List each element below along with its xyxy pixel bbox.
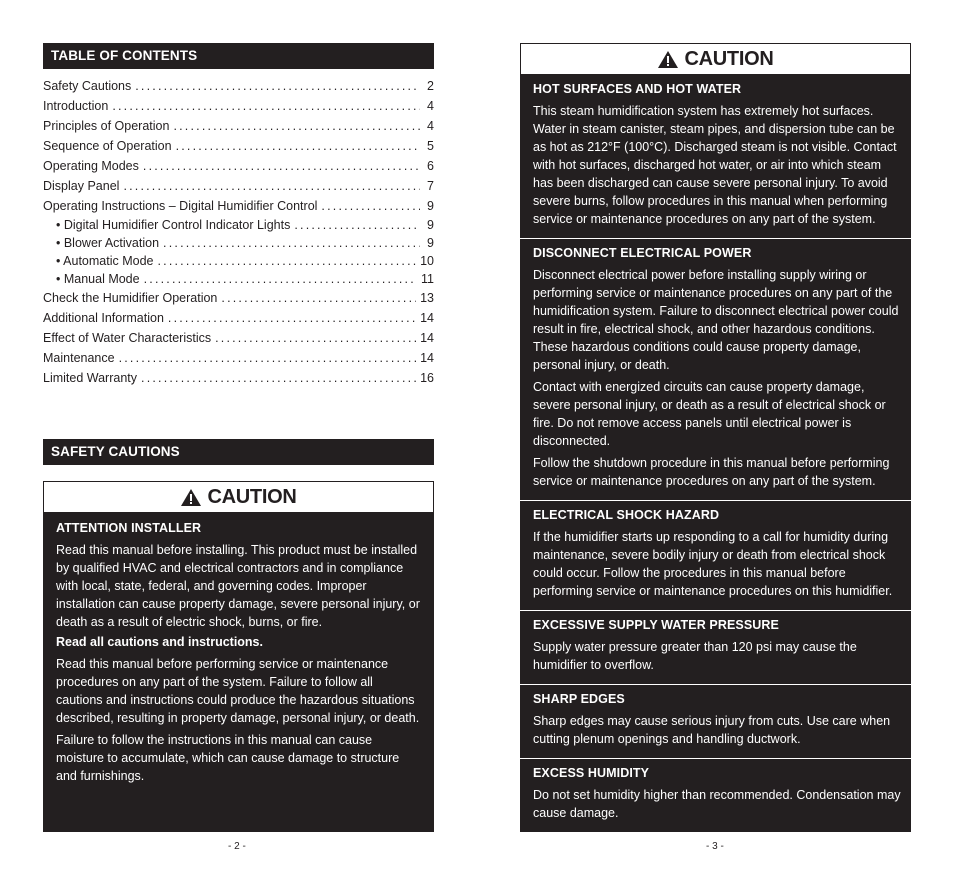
caution-paragraph: Supply water pressure greater than 120 psi may cause the humidifier to overflow. [533,640,857,672]
caution-paragraph: Read this manual before installing. This product must be installed by qualified HVAC and electrical contractors and in compliance with local, state, federal, and governing codes. Improper installation can cause property damage, severe personal injury, or death as a result of electric shock, burns, or fire. [56,543,420,629]
toc-entry [43,234,434,252]
toc-dot-leader [168,308,416,328]
caution-paragraph: Disconnect electrical power before installing supply wiring or performing service or maintenance procedures on any part of the humidification system. Failure to disconnect electrical power could result in fire, electrical shock, and other hazardous conditions. These hazardous conditions could cause property damage, personal injury, or death. [533,268,899,372]
page-number-left: - 2 - [228,841,246,852]
toc-entry-label: Operating Instructions – Digital Humidifier Control [43,199,318,213]
toc-entry-page: 6 [427,159,434,173]
toc-entry [43,136,434,156]
toc-dot-leader [294,216,420,234]
toc-dot-leader [163,234,420,252]
toc-entry-page: 4 [427,119,434,133]
caution-section [520,685,911,759]
left-caution-box [43,481,434,832]
toc-entry [43,156,434,176]
caution-section [520,759,911,832]
caution-label: CAUTION [684,47,774,70]
toc-entry [43,368,434,388]
toc-entry-label: Operating Modes [43,159,139,173]
toc-entry-label: Display Panel [43,179,120,193]
toc-entry [43,76,434,96]
toc-entry-page: 9 [427,218,434,232]
toc-header: TABLE OF CONTENTS [43,43,434,69]
toc-entry [43,176,434,196]
caution-paragraph: Read this manual before performing service or maintenance procedures on any part of the system. Failure to follow all cautions and instructions could produce the hazardous situations described, resulting in property damage, personal injury, or death. [56,657,420,725]
toc-entry-page: 14 [420,351,434,365]
caution-paragraph: If the humidifier starts up responding to a call for humidity during maintenance, severe bodily injury or death from electrical shock could occur. Follow the procedures in this manual before performing service or maintenance procedures on this humidifier. [533,530,893,598]
toc-dot-leader [176,136,420,156]
caution-section-title: ELECTRICAL SHOCK HAZARD [533,508,720,522]
toc-entry-label: • Automatic Mode [56,254,154,268]
toc-entry [43,288,434,308]
toc-entry-label: Sequence of Operation [43,139,172,153]
toc-entry-page: 4 [427,99,434,113]
caution-paragraph: Do not set humidity higher than recommended. Condensation may cause damage. [533,788,901,820]
caution-body [520,75,911,832]
caution-heading [43,481,434,513]
caution-paragraph: This steam humidification system has extremely hot surfaces. Water in steam canister, steam pipes, and dispersion tube can be as hot as 212°F (100°C). Discharged steam is not visible. Contact with hot surfaces, discharged hot water, or air into which steam has been discharged can cause severe personal injury. To avoid severe burns, follow procedures in this manual when performing service or maintenance procedures on any part of the system. [533,104,897,226]
toc-dot-leader [143,156,420,176]
toc-entry [43,308,434,328]
safety-cautions-header: SAFETY CAUTIONS [43,439,434,465]
toc-entry-label: • Digital Humidifier Control Indicator Lights [56,218,291,232]
toc-dot-leader [119,348,417,368]
toc-dot-leader [321,196,420,216]
toc-entry-label: Principles of Operation [43,119,170,133]
toc-entry-page: 7 [427,179,434,193]
caution-section-title: HOT SURFACES AND HOT WATER [533,82,742,96]
toc-dot-leader [215,328,416,348]
toc-dot-leader [144,270,417,288]
toc-entry [43,328,434,348]
table-of-contents [43,76,434,388]
toc-dot-leader [157,252,416,270]
caution-section [520,611,911,685]
caution-paragraph: Sharp edges may cause serious injury from cuts. Use care when cutting plenum openings and handling ductwork. [533,714,891,746]
toc-entry [43,196,434,216]
caution-bold-note: Read all cautions and instructions. [56,635,263,649]
toc-dot-leader [123,176,420,196]
caution-section [520,239,911,501]
attention-installer-title: ATTENTION INSTALLER [56,521,202,535]
caution-section-title: SHARP EDGES [533,692,625,706]
toc-entry-label: Effect of Water Characteristics [43,331,212,345]
toc-entry-page: 5 [427,139,434,153]
toc-entry [43,252,434,270]
toc-entry-label: Limited Warranty [43,371,138,385]
toc-dot-leader [221,288,416,308]
toc-dot-leader [135,76,420,96]
toc-dot-leader [173,116,420,136]
warning-triangle-icon [657,50,679,69]
toc-entry [43,116,434,136]
caution-label: CAUTION [207,485,297,508]
warning-triangle-icon [180,488,202,507]
caution-section [520,75,911,239]
caution-paragraph: Follow the shutdown procedure in this manual before performing service or maintenance procedures on any part of the system. [533,456,890,488]
toc-entry-page: 9 [427,236,434,250]
caution-heading [520,43,911,75]
right-caution-box [520,43,911,832]
toc-dot-leader [112,96,420,116]
toc-entry-label: • Blower Activation [56,236,160,250]
toc-entry-label: Additional Information [43,311,164,325]
toc-entry-page: 11 [421,272,434,286]
toc-entry-page: 9 [427,199,434,213]
toc-entry [43,96,434,116]
caution-section-title: EXCESS HUMIDITY [533,766,650,780]
toc-entry-page: 16 [420,371,434,385]
toc-entry-page: 14 [420,331,434,345]
toc-entry-label: Introduction [43,99,109,113]
toc-entry [43,270,434,288]
toc-dot-leader [141,368,416,388]
caution-section-title: EXCESSIVE SUPPLY WATER PRESSURE [533,618,779,632]
toc-entry-page: 14 [420,311,434,325]
toc-entry [43,216,434,234]
caution-section [520,501,911,611]
toc-entry-page: 13 [420,291,434,305]
toc-entry [43,348,434,368]
caution-section-title: DISCONNECT ELECTRICAL POWER [533,246,752,260]
toc-entry-label: Maintenance [43,351,115,365]
caution-paragraph: Failure to follow the instructions in this manual can cause moisture to accumulate, which can cause damage to structure and furnishings. [56,733,400,783]
toc-entry-label: • Manual Mode [56,272,140,286]
left-page [43,43,434,843]
toc-entry-label: Safety Cautions [43,79,132,93]
toc-entry-page: 2 [427,79,434,93]
caution-paragraph: Contact with energized circuits can cause property damage, severe personal injury, or death as a result of electrical shock or fire. Do not remove access panels until electrical power is disconnected. [533,380,886,448]
page-number-right: - 3 - [706,841,724,852]
toc-entry-page: 10 [420,254,434,268]
toc-entry-label: Check the Humidifier Operation [43,291,218,305]
caution-body [43,513,434,832]
